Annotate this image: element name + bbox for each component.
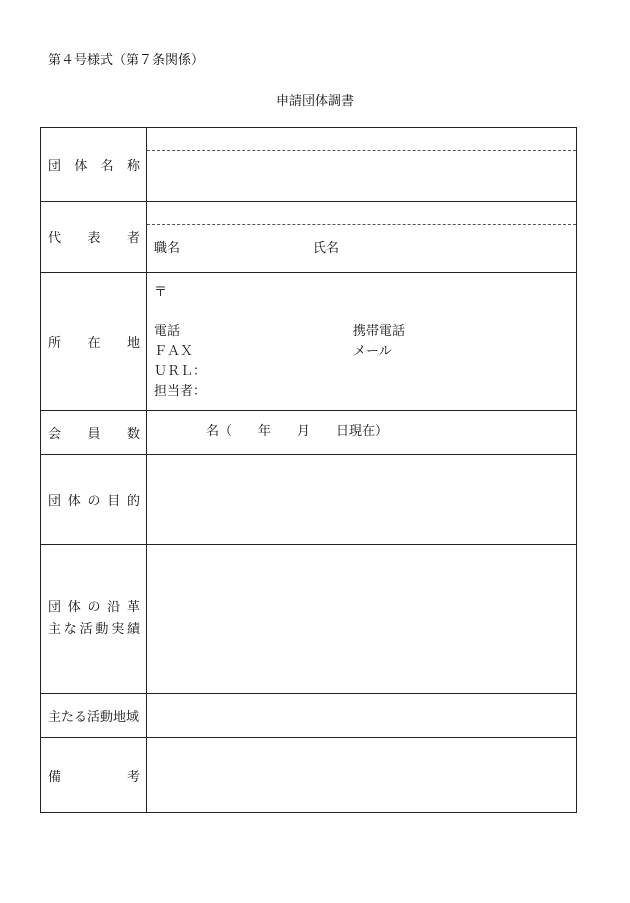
mobile-phone-label: 携帯電話 — [353, 324, 406, 339]
label-char: な — [63, 621, 77, 637]
label-char: 績 — [126, 621, 140, 637]
label-char: 数 — [126, 426, 140, 442]
url-label: ＵＲＬ： — [154, 364, 207, 379]
label-char: 主 — [48, 621, 62, 637]
document-title: 申請団体調書 — [275, 94, 354, 109]
column-divider — [146, 128, 147, 812]
label-char: 活 — [79, 621, 93, 637]
furigana-dashed-line — [147, 150, 576, 151]
label-char: 体 — [67, 599, 81, 615]
label-char: 名 — [100, 159, 114, 174]
fax-label: ＦＡＸ — [154, 344, 194, 359]
label-purpose — [48, 454, 140, 544]
label-representative — [48, 201, 140, 272]
label-char: 会 — [48, 426, 62, 442]
label-char: 体 — [67, 493, 81, 509]
label-char: 備 — [48, 770, 62, 785]
label-char: 革 — [126, 599, 140, 615]
label-remarks — [48, 737, 140, 814]
application-table — [40, 127, 577, 813]
label-char: の — [87, 599, 101, 615]
postal-code-mark: 〒 — [154, 285, 168, 300]
label-char: 実 — [111, 621, 125, 637]
label-char: 目 — [107, 493, 121, 509]
label-char: 者 — [126, 231, 140, 246]
representative-name-label: 氏名 — [313, 241, 340, 256]
member-count-text: 名（ 年 月 日現在） — [206, 424, 389, 439]
furigana-dashed-line — [147, 224, 576, 225]
form-number-label: 第４号様式（第７条関係） — [48, 53, 205, 68]
label-char: 団 — [48, 493, 62, 509]
label-char: 的 — [126, 493, 140, 509]
label-char: 団 — [48, 159, 62, 174]
label-char: 考 — [126, 770, 140, 785]
label-char: 所 — [48, 335, 62, 351]
label-char: 称 — [126, 159, 140, 174]
label-char: 体 — [74, 159, 88, 174]
label-history — [48, 544, 140, 693]
label-char: 地 — [126, 335, 140, 351]
phone-label: 電話 — [154, 324, 181, 339]
contact-person-label: 担当者： — [154, 384, 207, 399]
label-char: 沿 — [107, 599, 121, 615]
label-activity-area: 主たる活動地域 — [48, 709, 140, 725]
label-char: 団 — [48, 599, 62, 615]
label-history-line2 — [48, 619, 140, 641]
email-label: メール — [353, 344, 392, 359]
label-history-line1 — [48, 597, 140, 619]
label-char: 代 — [48, 231, 62, 246]
label-address — [48, 272, 140, 410]
label-char: 動 — [95, 621, 109, 637]
label-char: の — [87, 493, 101, 509]
label-char: 員 — [87, 426, 101, 442]
label-char: 表 — [87, 231, 101, 246]
label-member-count — [48, 410, 140, 454]
representative-position-label: 職名 — [154, 241, 181, 256]
label-organization-name — [48, 128, 140, 201]
label-char: 在 — [87, 335, 101, 351]
